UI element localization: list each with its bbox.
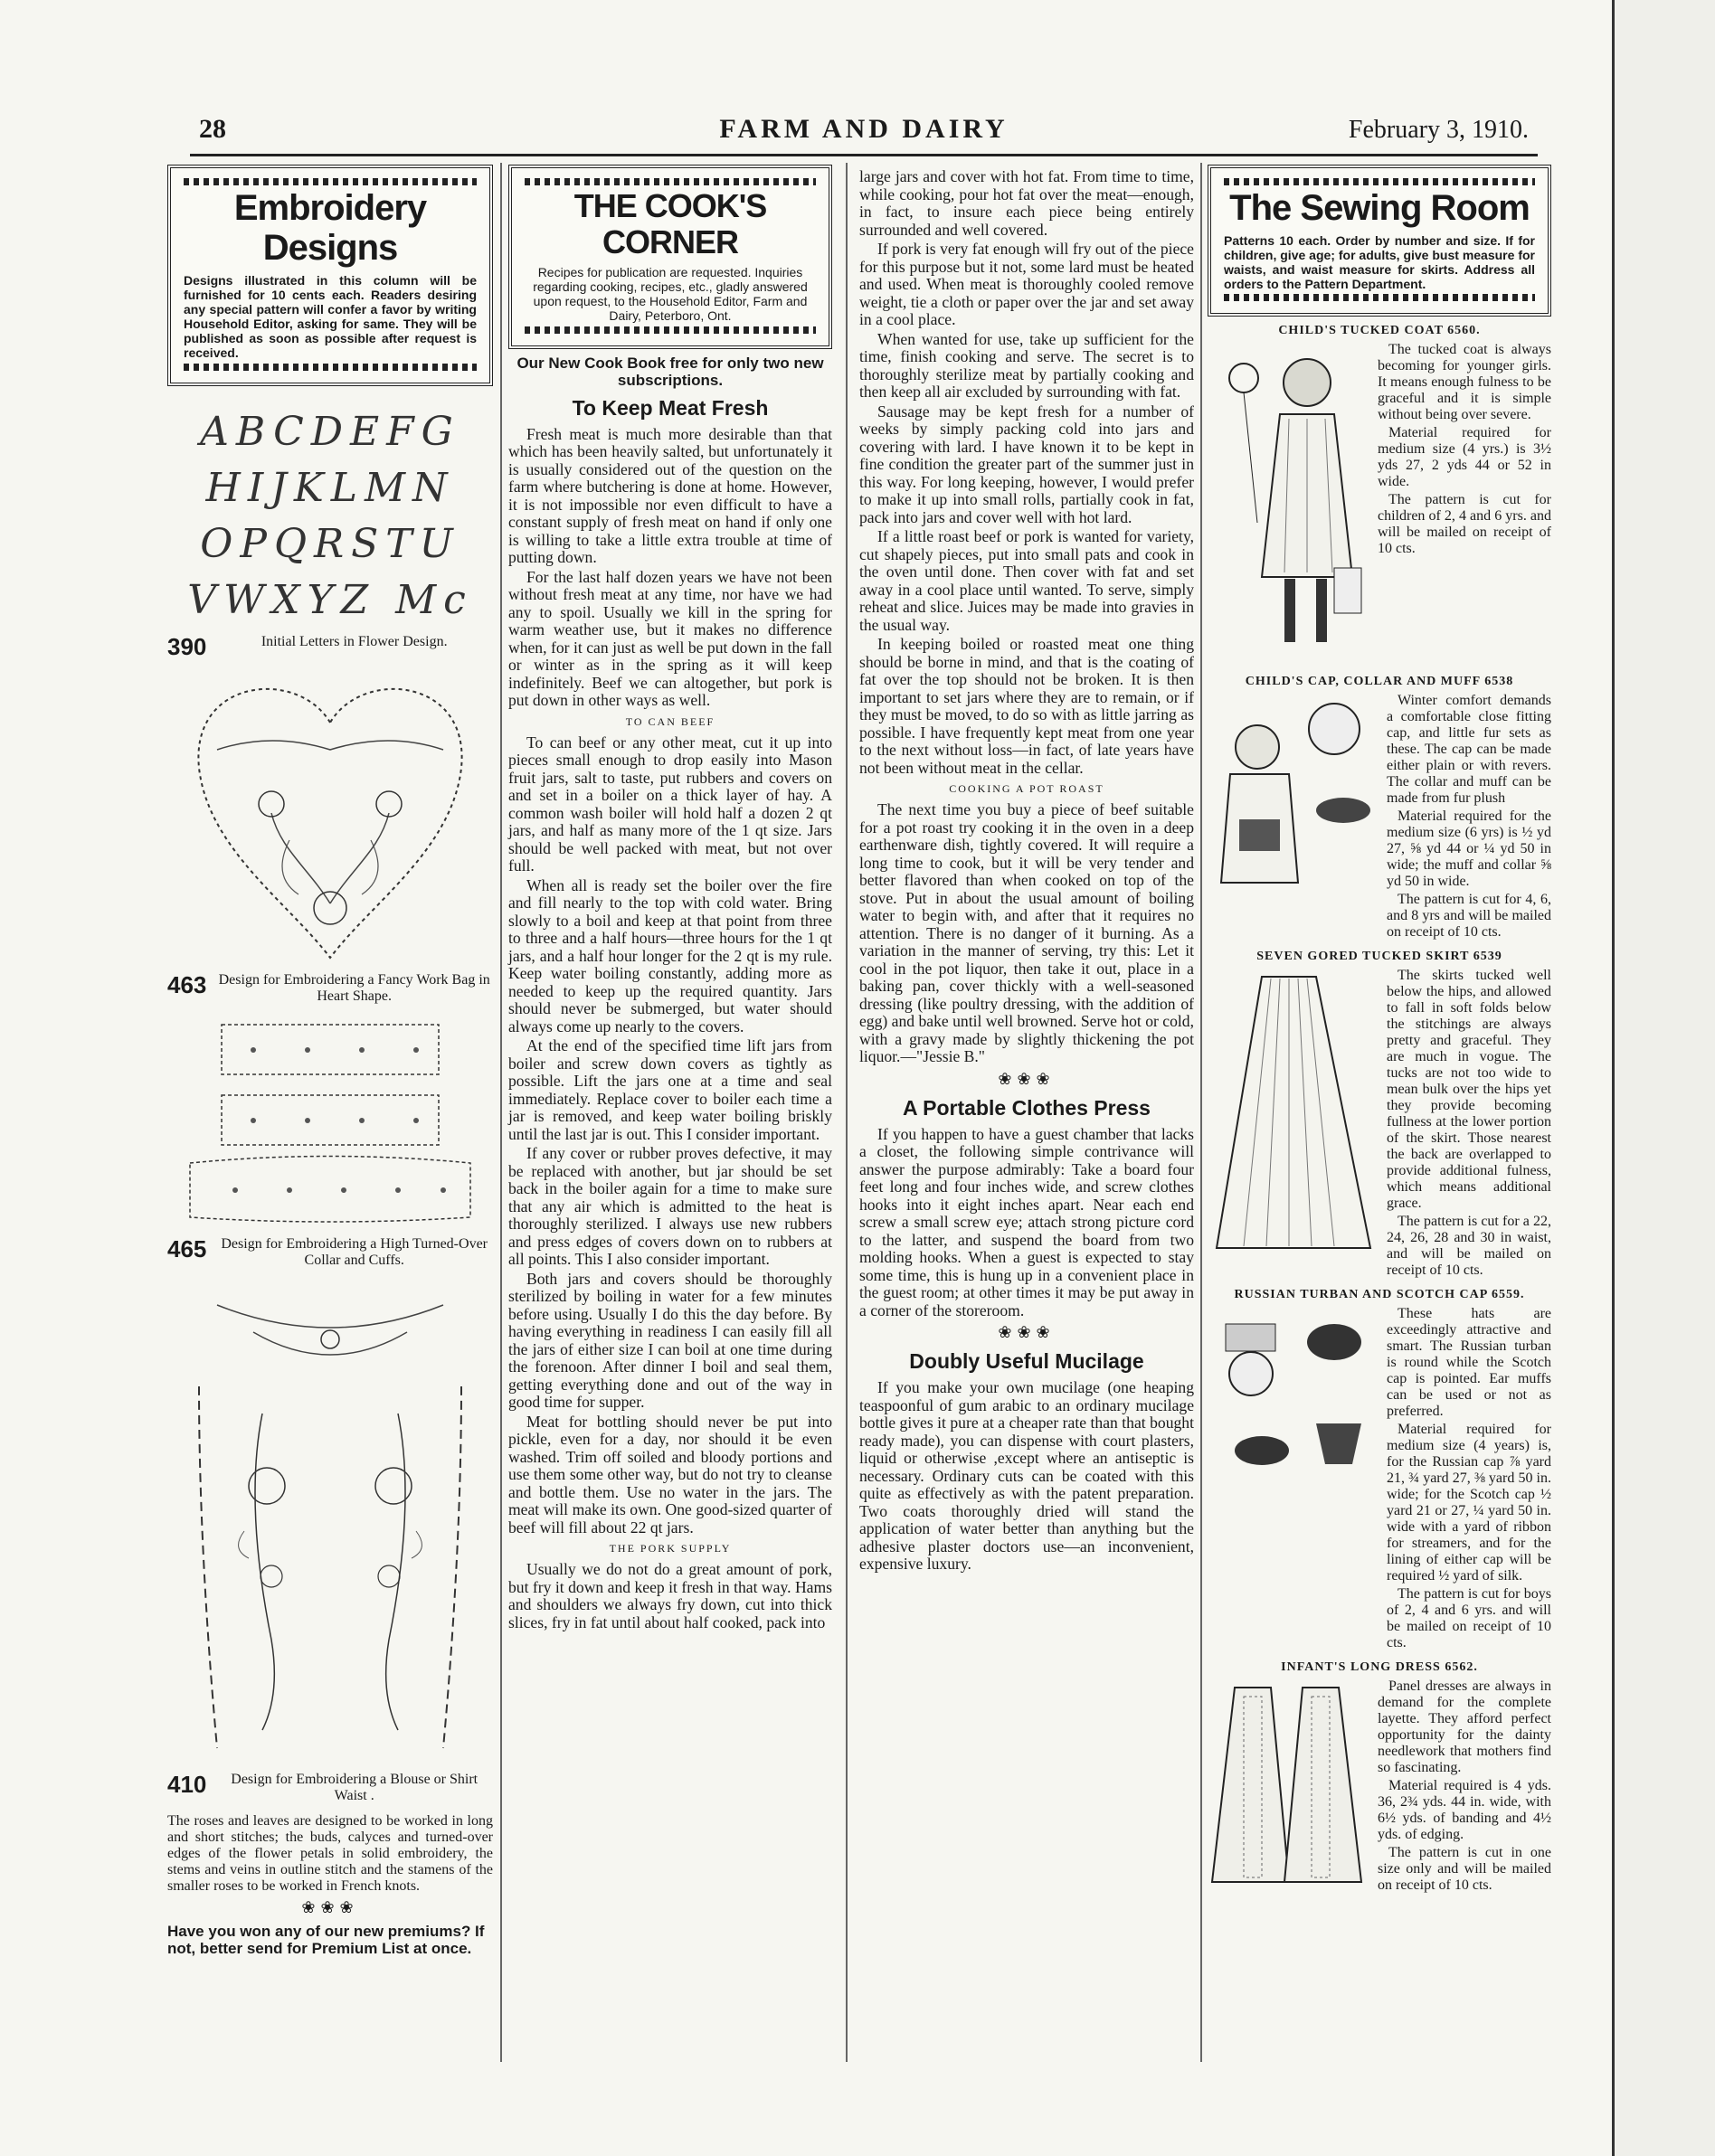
section-ornament: ❀❀❀	[998, 1323, 1056, 1341]
paragraph: If you make your own mucilage (one heaping teaspoonful of gum arabic to an ordinary mucilage bottle gives it pure at a cheaper rate than that bought ready made), you can dispense with court plasters, liquid or otherwise ,except where an antiseptic is necessary. Ordinary cuts can be coated with this quite as effectively as with the patent preparation. Two coats thoroughly dried will stand the application of water better than anything but the adhesive plaster doctors use—an inconvenient, expensive luxury.	[859, 1378, 1194, 1573]
figure-number: 465	[167, 1234, 207, 1262]
infant-dress-illustration	[1208, 1678, 1370, 1886]
paragraph: For the last half dozen years we have not been without fresh meat at any time, nor have we had any to spoil. Usually we kill in the spring for warm weather use, but it makes no difference when, for it can just as well be put down in the fall or winter as in the spring as it will keep indefinitely. Beef we can altogether, but pork is put down in other ways as well.	[508, 567, 832, 710]
subheading: COOKING A POT ROAST	[949, 782, 1104, 795]
pattern-entry	[1208, 968, 1551, 1281]
figure-caption	[167, 972, 493, 1005]
figure-caption-text: Design for Embroidering a Fancy Work Bag in Heart Shape.	[218, 971, 490, 1004]
paragraph: If any cover or rubber proves defective, it may be replaced with another, but jar should be set back in the boiler again for a time to make sure that any air which is admitted to the heat is thoroughly sterilized. I always use new rubbers and press edges of covers down on to rubbers at all points. This I also consider important.	[508, 1144, 832, 1269]
paragraph: To can beef or any other meat, cut it up into pieces small enough to drop easily into Mason fruit jars, salt to taste, put rubbers and covers on and set in a boiler on a thick layer of hay. A common wash boiler will hold half a dozen 2 qt jars, and half as many more of the 1 qt size. Jars should be well packed with meat, but not over full.	[508, 733, 832, 875]
article-title: Doubly Useful Mucilage	[909, 1349, 1144, 1373]
pattern-description: The skirts tucked well below the hips, and allowed to fall in soft folds below the stitchings are always pretty and graceful. They are much in vogue. The tucks are not too wide to mean bulk over the hips yet they provide becoming fullness at the lower portion of the skirt. Those nearest the back are overlapped to provide additional fulness, which means additional grace.	[1387, 968, 1551, 1212]
column-rule	[500, 163, 502, 2062]
pattern-sizes: The pattern is cut for children of 2, 4 and 6 yrs. and will be mailed on receipt of 10 cts.	[1378, 492, 1551, 557]
sewing-header-box	[1208, 165, 1551, 317]
paragraph: In keeping boiled or roasted meat one thing should be borne in mind, and that is the coating of fat over the top should not be broken. It is then important to set jars where they are to remain, or if they must be moved, to do so with as little jarring as possible. I have frequently kept meat from one year to the next without loss—in fact, of late years have not been without meat in the cellar.	[859, 635, 1194, 777]
pattern-heading: SEVEN GORED TUCKED SKIRT 6539	[1256, 950, 1502, 964]
pattern-description: The tucked coat is always becoming for younger girls. It means enough fulness to be graceful and it is simple without being over severe.	[1378, 342, 1551, 423]
paragraph: Meat for bottling should never be put into pickle, even for a day, nor should it be even washed. Trim off soiled and bloody portions and use them some other way, but do not try to cleanse and bottle them. Use no water in the jars. The meat will make its own. One good-sized quarter of beef will fill about 22 qt jars.	[508, 1412, 832, 1537]
figure-caption-text: Initial Letters in Flower Design.	[261, 633, 448, 649]
pattern-material: Material required for medium size (4 yrs.) is 3½ yds 27, 2 yds 44 or 52 in wide.	[1378, 425, 1551, 490]
pattern-entry	[1208, 1678, 1551, 1896]
pattern-heading: CHILD'S CAP, COLLAR AND MUFF 6538	[1245, 675, 1514, 689]
gored-skirt-illustration	[1208, 968, 1379, 1257]
premium-notice: Have you won any of our new premiums? If not, better send for Premium List at once.	[167, 1922, 485, 1957]
embroidery-intro: Designs illustrated in this column will be furnished for 10 cents each. Readers desiring any special pattern will confer a favor by writing Household Editor, asking for same. They will be published as soon as possible after request is received.	[184, 273, 477, 361]
cap-collar-muff-illustration	[1208, 693, 1379, 892]
embroidery-column	[167, 165, 493, 1961]
figure-caption-text: Design for Embroidering a Blouse or Shirt Waist .	[231, 1771, 478, 1803]
sewing-heading: The Sewing Room	[1229, 188, 1530, 228]
figure-number: 410	[167, 1770, 207, 1798]
pattern-material: Material required for medium size (4 years) is, for the Russian cap ⅞ yard 21, ¾ yard 27, ⅜ yard 50 in. wide; for the Scotch cap ½ yard 21 or 27, ¼ yard 50 in. wide with a yard of ribbon for streamers, and for the lining of either cap will be required ½ yard of silk.	[1387, 1422, 1551, 1584]
paragraph: Both jars and covers should be thoroughly sterilized by boiling in water for a few minutes before using. Usually I do this the day before. By having everything in readiness I can easily fill all the jars of either size I can boil at one time during the forenoon. After dinner I boil and seal them, getting everything done and out of the way in good time for supper.	[508, 1269, 832, 1412]
figure-number: 390	[167, 632, 207, 660]
paragraph: At the end of the specified time lift jars from boiler and screw down covers as tightly as possible. Lift the jars one at a time and seal immediately. Replace cover to boiler each time a jar is removed, and keep water boiling briskly until the last jar is out. This I consider important.	[508, 1036, 832, 1143]
initial-letters-design	[167, 404, 493, 629]
adjacent-page-edge	[1612, 0, 1715, 2156]
pattern-material: Material required is 4 yds. 36, 2¾ yds. 44 in. wide, with 6½ yds. of banding and 4½ yds. of edging.	[1378, 1778, 1551, 1843]
cooks-heading: THE COOK'S CORNER	[573, 187, 767, 260]
letters-row: ABCDEFG	[200, 408, 460, 455]
turban-cap-illustration	[1208, 1306, 1379, 1487]
pattern-description: These hats are exceedingly attractive and smart. The Russian turban is round while the Scotch cap is pointed. Ear muffs can be used or not as preferred.	[1387, 1306, 1551, 1420]
paragraph: Usually we do not do a great amount of pork, but fry it down and keep it fresh in that way. Hams and shoulders we always fry down, cut into thick slices, fry in fat until about half cooked, pack into	[508, 1560, 832, 1631]
paragraph: If you happen to have a guest chamber that lacks a closet, the following simple contrivance will answer the purpose admirably: Take a board four feet long and four inches wide, and screw clothes hooks into it eight inches apart. Near each end screw a small screw eye; attach strong picture cord to the latter, and suspend the board from two molding hooks. When a guest is expected to stay some time, this is hung up in a convenient place in the guest room; at other times it may be put away in a corner of the storeroom.	[859, 1124, 1194, 1319]
pattern-material: Material required for the medium size (6 yrs) is ½ yd 27, ⅝ yd 44 or ¼ yd 50 in wide; the muff and collar ⅝ yd 50 in wide.	[1387, 808, 1551, 890]
embroidery-note: The roses and leaves are designed to be worked in long and short stitches; the buds, calyces and turned-over edges of the flower petals in solid embroidery, the stems and veins in outline stitch and the stamens of the smaller roses to be worked in French knots.	[167, 1812, 493, 1894]
figure-caption	[167, 1772, 493, 1804]
embroidery-heading: Embroidery Designs	[233, 188, 427, 268]
cooks-corner-column	[508, 165, 832, 1633]
pattern-heading: RUSSIAN TURBAN AND SCOTCH CAP 6559.	[1234, 1288, 1525, 1302]
paragraph: Sausage may be kept fresh for a number of weeks by simply packing cold into jars and covering with lard. I have known it to be kept in fine condition the greater part of the summer just in this way. For long keeping, however, I would prefer to make it up into small rolls, partially cook in fat, pack into jars and cover well with hot lard.	[859, 402, 1194, 526]
figure-number: 463	[167, 970, 207, 998]
cooks-intro: Recipes for publication are requested. Inquiries regarding cooking, recipes, etc., gladly answered upon request, to the Household Editor, Farm and Dairy, Peterboro, Ont.	[533, 265, 808, 324]
letters-row: OPQRSTU	[200, 520, 460, 567]
sewing-room-column	[1208, 165, 1551, 1896]
pattern-description: Winter comfort demands a comfortable close fitting cap, and little fur sets as these. The cap can be made either plain or with revers. The collar and muff can be made from fur plush	[1387, 693, 1551, 807]
continuation-column	[859, 168, 1194, 1575]
paragraph: If a little roast beef or pork is wanted for variety, cut shapely pieces, put into small pats and cook in the oven until done. Then cover with fat and set away in a cool place until wanted. To serve, simply reheat and slice. Juices may be made into gravies in the usual way.	[859, 527, 1194, 634]
collar-cuffs-design	[181, 1014, 479, 1231]
sewing-intro: Patterns 10 each. Order by number and size. If for children, give age; for adults, give bust measure for waists, and waist measure for skirts. Address all orders to the Pattern Department.	[1224, 233, 1535, 292]
paragraph: If pork is very fat enough will fry out of the piece for this purpose but it not, some lard must be heated and used. When meat is thoroughly cooled remove weight, tie a cloth or paper over the jar and set away in a cool place.	[859, 240, 1194, 328]
paragraph: When all is ready set the boiler over the fire and fill nearly to the top with cold water. Bring slowly to a boil and keep at that point from three to three and a half hours—three hours for the 1 qt jars, and a half hour longer for the 2 qt is my rule. Keep water boiling constantly, adding more as needed to keep up the required quantity. Jars should never be submerged, but water should always come up nearly to the covers.	[508, 875, 832, 1035]
column-rule	[1200, 163, 1202, 2062]
pattern-sizes: The pattern is cut for 4, 6, and 8 yrs and will be mailed on receipt of 10 cts.	[1387, 892, 1551, 941]
pattern-heading: CHILD'S TUCKED COAT 6560.	[1278, 324, 1481, 338]
letters-row: VWXYZ Mc	[187, 576, 473, 623]
pattern-description: Panel dresses are always in demand for the complete layette. They afford perfect opportunity for the dainty needlework that mothers find so fascinating.	[1378, 1678, 1551, 1776]
paragraph: When wanted for use, take up sufficient for the time, finish cooking and serve. The secret is to thoroughly sterilize meat by partially cooking and then keep all air excluded by surrounding with fat.	[859, 329, 1194, 401]
page-number: 28	[199, 114, 226, 144]
figure-caption	[167, 1236, 493, 1269]
subheading: TO CAN BEEF	[625, 714, 715, 728]
paragraph: Fresh meat is much more desirable than that which has been heavily salted, but unfortunately it is usually considered out of the question on the farm where butchering is done at home. However, it is not impossible nor even difficult to have a constant supply of fresh meat on hand if only one is willing to take a little extra trouble at time of putting down.	[508, 424, 832, 567]
issue-date: February 3, 1910.	[1348, 116, 1529, 144]
paper-title: FARM AND DAIRY	[719, 114, 1009, 144]
tucked-coat-illustration	[1208, 342, 1370, 667]
blouse-waist-design	[181, 1278, 479, 1766]
pattern-sizes: The pattern is cut for boys of 2, 4 and 6 yrs. and will be mailed on receipt of 10 cts.	[1387, 1586, 1551, 1651]
letters-row: HIJKLMN	[205, 464, 455, 511]
subheading: THE PORK SUPPLY	[609, 1542, 732, 1556]
pattern-entry	[1208, 693, 1551, 942]
figure-caption	[167, 634, 493, 659]
embroidery-header-box	[167, 165, 493, 386]
article-title: A Portable Clothes Press	[903, 1095, 1151, 1120]
article-title: To Keep Meat Fresh	[572, 395, 769, 420]
section-ornament: ❀❀❀	[301, 1897, 359, 1916]
cooks-header-box	[508, 165, 832, 349]
figure-caption-text: Design for Embroidering a High Turned-Over Collar and Cuffs.	[221, 1235, 488, 1268]
pattern-heading: INFANT'S LONG DRESS 6562.	[1281, 1660, 1478, 1675]
pattern-entry	[1208, 342, 1551, 667]
cookbook-promo: Our New Cook Book free for only two new subscriptions.	[516, 354, 824, 389]
heart-bag-design	[181, 668, 479, 967]
section-ornament: ❀❀❀	[998, 1069, 1056, 1088]
pattern-sizes: The pattern is cut in one size only and will be mailed on receipt of 10 cts.	[1378, 1845, 1551, 1894]
column-rule	[846, 163, 848, 2062]
paragraph: large jars and cover with hot fat. From time to time, while cooking, pour hot fat over the meat—enough, in fact, to insure each piece being entirely surrounded and well covered.	[859, 167, 1194, 239]
masthead	[190, 107, 1538, 156]
paragraph: The next time you buy a piece of beef suitable for a pot roast try cooking it in the oven in a deep earthenware dish, tightly covered. It will require a long time to cook, but it will be very tender and better flavored than when cooked on top of the stove. Put in about the usual amount of boiling water to begin with, and after that it requires no attention. There is no danger of it burning. As a variation in the manner of serving, try this: Let it cool in the pot liquor, then take it out, place in a baking pan, cover thickly with a well-seasoned dressing (like poultry dressing, with the addition of egg) and bake until well browned. Serve hot or cold, with a gravy made by slightly thickening the pot liquor.—"Jessie B."	[859, 800, 1194, 1065]
pattern-sizes: The pattern is cut for a 22, 24, 26, 28 and 30 in waist, and will be mailed on receipt of 10 cts.	[1387, 1214, 1551, 1279]
pattern-entry	[1208, 1306, 1551, 1653]
